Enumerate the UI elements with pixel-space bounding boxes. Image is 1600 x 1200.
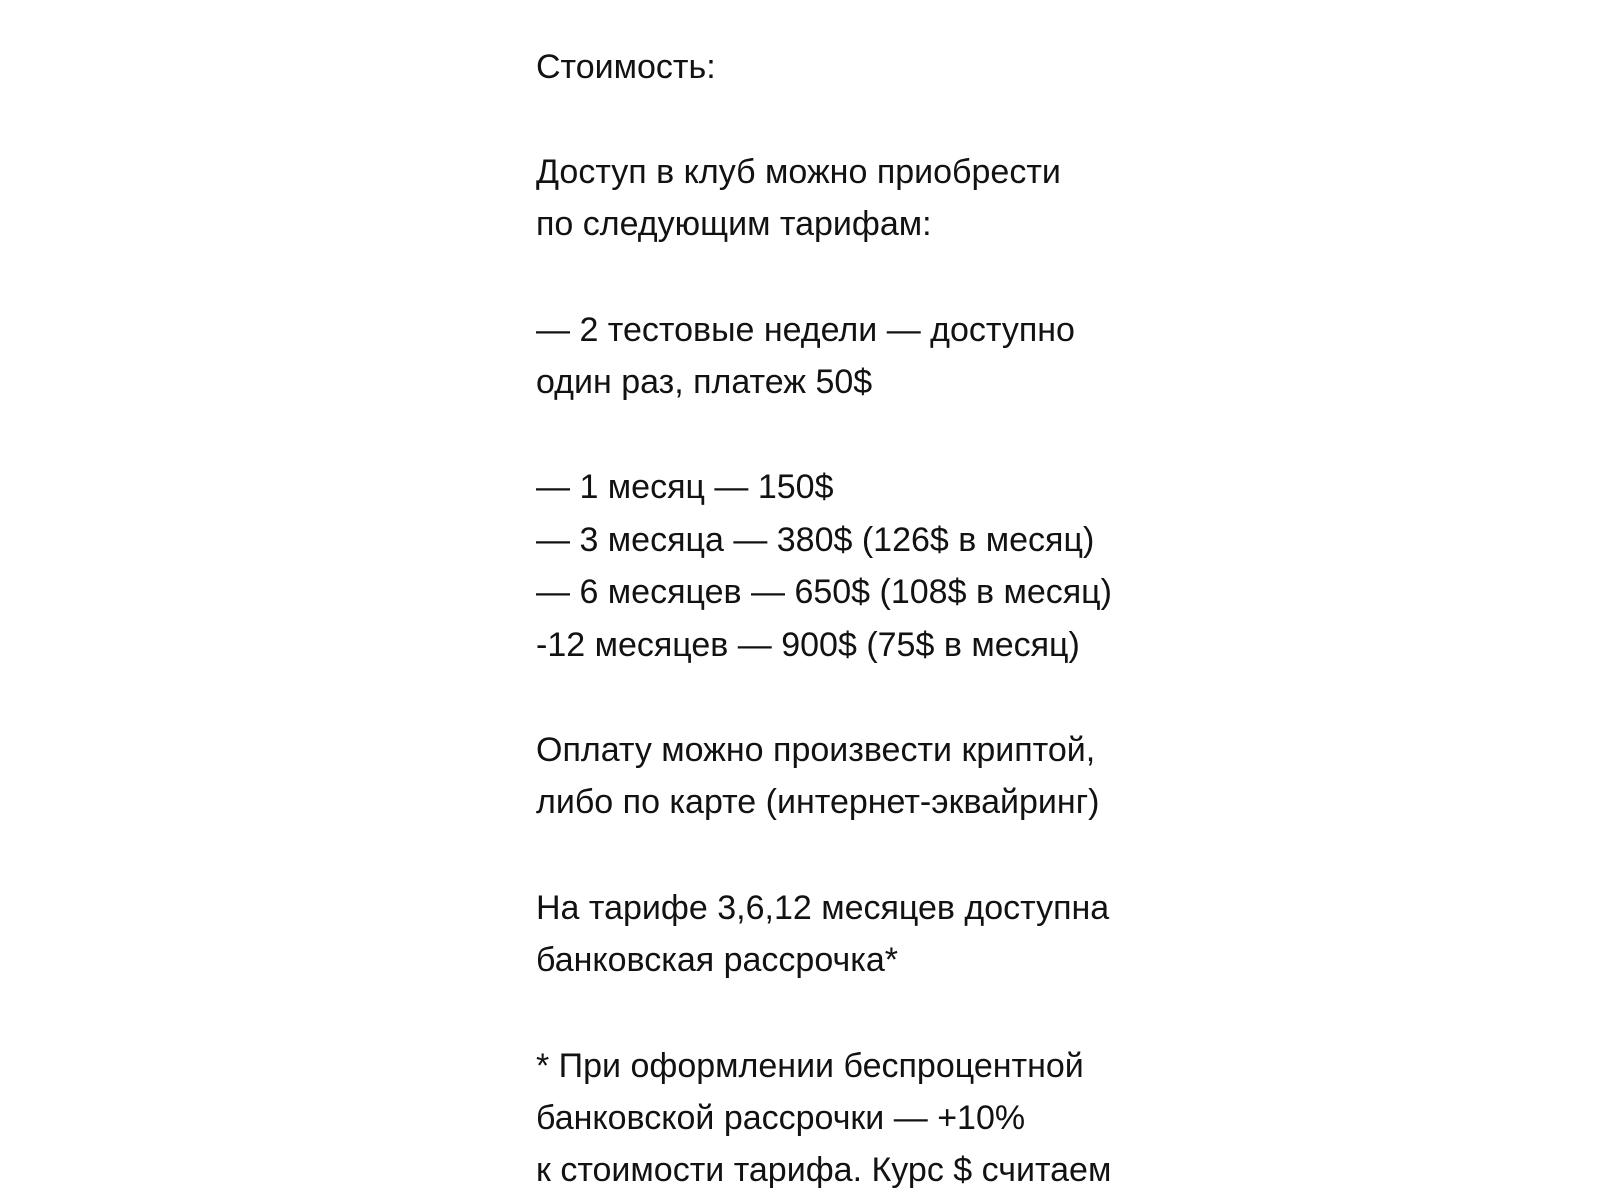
plan-1-month: — 1 месяц — 150$ — [536, 468, 834, 506]
installment-line-1: На тарифе 3,6,12 месяцев доступна — [536, 889, 1110, 927]
footnote-line-3: к стоимости тарифа. Курс $ считаем — [536, 1151, 1112, 1189]
payment-line-2: либо по карте (интернет-эквайринг) — [536, 783, 1100, 821]
footnote-line-2: банковской рассрочки — +10% — [536, 1099, 1026, 1137]
plan-6-months: — 6 месяцев — 650$ (108$ в месяц) — [536, 573, 1112, 611]
plan-3-months: — 3 месяца — 380$ (126$ в месяц) — [536, 521, 1095, 559]
intro-line-2: по следующим тарифам: — [536, 205, 932, 243]
trial-line-1: — 2 тестовые недели — доступно — [536, 311, 1075, 349]
pricing-heading: Стоимость: — [536, 48, 716, 86]
footnote-line-1: * При оформлении беспроцентной — [536, 1047, 1084, 1085]
trial-line-2: один раз, платеж 50$ — [536, 363, 873, 401]
intro-line-1: Доступ в клуб можно приобрести — [536, 153, 1061, 191]
payment-line-1: Оплату можно произвести криптой, — [536, 731, 1096, 769]
plan-12-months: -12 месяцев — 900$ (75$ в месяц) — [536, 626, 1080, 664]
installment-line-2: банковская рассрочка* — [536, 941, 898, 979]
